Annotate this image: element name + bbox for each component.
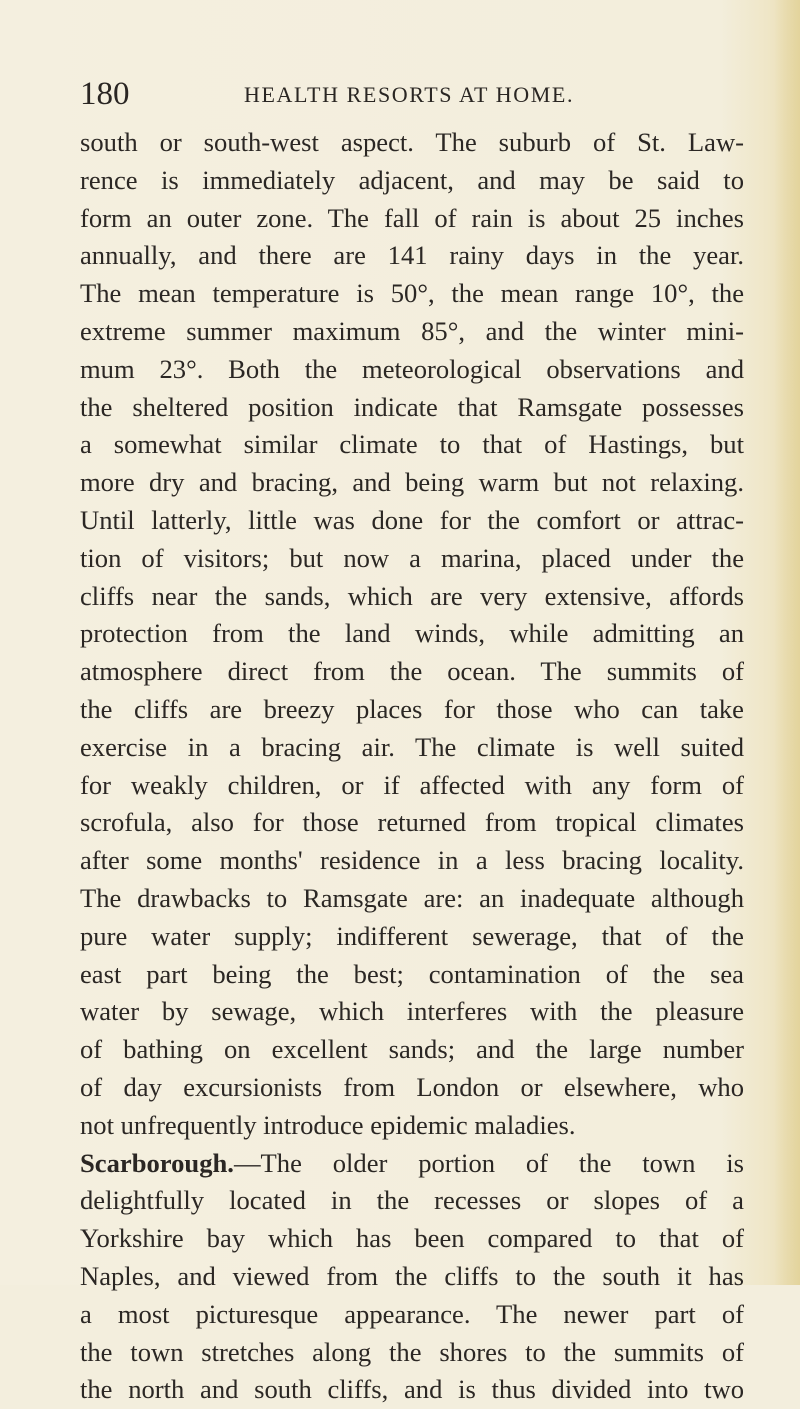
text-line: atmosphere direct from the ocean. The summits of <box>80 656 744 687</box>
text-line: delightfully located in the recesses or slopes of a <box>80 1185 744 1216</box>
section-heading: Scarborough. <box>80 1147 234 1178</box>
text-line: exercise in a bracing air. The climate is well suited <box>80 731 744 762</box>
text-line: pure water supply; indifferent sewerage, that of the <box>80 920 744 951</box>
text-line: the sheltered position indicate that Ramsgate possesses <box>80 391 744 422</box>
text-line: The drawbacks to Ramsgate are: an inadequate although <box>80 882 744 913</box>
text-line: of bathing on excellent sands; and the large number <box>80 1034 744 1065</box>
running-head <box>80 74 740 114</box>
text-line: the north and south cliffs, and is thus divided into two <box>80 1374 744 1405</box>
body-text <box>80 124 744 1409</box>
text-line: after some months' residence in a less bracing locality. <box>80 845 744 876</box>
page-number: 180 <box>80 76 130 112</box>
text-line: Until latterly, little was done for the comfort or attrac- <box>80 504 744 535</box>
text-line: for weakly children, or if affected with any form of <box>80 769 744 800</box>
section-first-line <box>80 1145 744 1183</box>
text-line: Yorkshire bay which has been compared to that of <box>80 1223 744 1254</box>
text-line: water by sewage, which interferes with the pleasure <box>80 996 744 1027</box>
text-line: The mean temperature is 50°, the mean range 10°, the <box>80 278 744 309</box>
text-line: rence is immediately adjacent, and may be said to <box>80 164 744 195</box>
text-line: tion of visitors; but now a marina, placed under the <box>80 542 744 573</box>
text-line: annually, and there are 141 rainy days in the year. <box>80 240 744 271</box>
text-line: more dry and bracing, and being warm but not relaxing. <box>80 467 744 498</box>
text-line: protection from the land winds, while admitting an <box>80 618 744 649</box>
text-line: cliffs near the sands, which are very extensive, affords <box>80 580 744 611</box>
text-line: of day excursionists from London or elsewhere, who <box>80 1071 744 1102</box>
text-line: mum 23°. Both the meteorological observations and <box>80 353 744 384</box>
section-first-line-text: —The older portion of the town is <box>233 1147 744 1178</box>
running-title: HEALTH RESORTS AT HOME. <box>244 82 575 107</box>
text-line: not unfrequently introduce epidemic maladies. <box>80 1109 576 1140</box>
text-line: the town stretches along the shores to the summits of <box>80 1336 744 1367</box>
text-line: scrofula, also for those returned from tropical climates <box>80 807 744 838</box>
page-edge-shadow <box>774 0 800 1285</box>
text-line: the cliffs are breezy places for those who can take <box>80 693 744 724</box>
text-line: a somewhat similar climate to that of Hastings, but <box>80 429 744 460</box>
text-line: extreme summer maximum 85°, and the winter mini- <box>80 315 744 346</box>
text-line: form an outer zone. The fall of rain is about 25 inches <box>80 202 744 233</box>
text-line: south or south-west aspect. The suburb of St. Law- <box>80 127 744 157</box>
text-line: east part being the best; contamination of the sea <box>80 958 744 989</box>
text-line: Naples, and viewed from the cliffs to the south it has <box>80 1260 744 1291</box>
text-line: a most picturesque appearance. The newer part of <box>80 1298 744 1329</box>
